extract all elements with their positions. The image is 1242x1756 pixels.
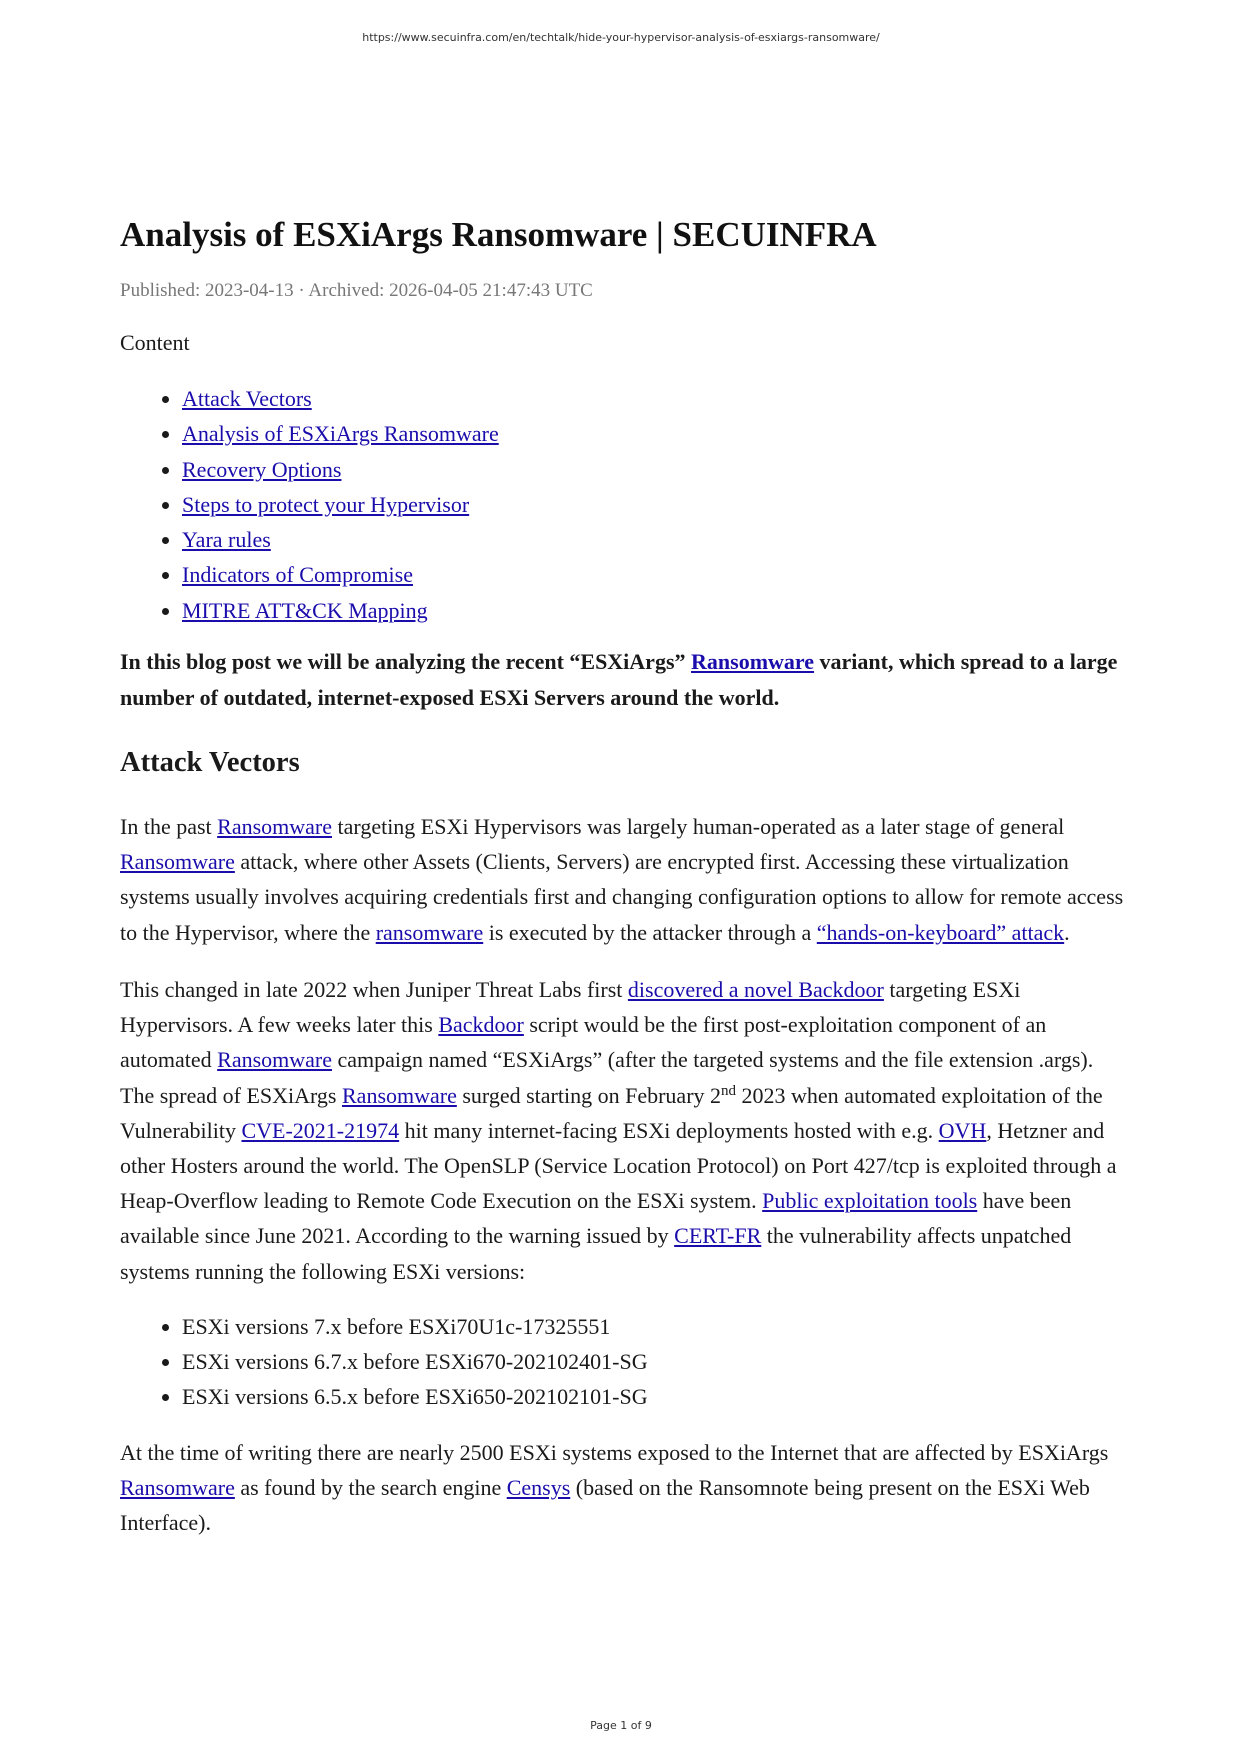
ransomware-link[interactable]: Ransomware (120, 1474, 235, 1500)
paragraph-text: script would be the first post-exploitation component of an automated (120, 1012, 1047, 1073)
toc-link-attack-vectors[interactable]: Attack Vectors (182, 386, 312, 411)
page-url-header: https://www.secuinfra.com/en/techtalk/hide-your-hypervisor-analysis-of-esxiargs-ransomware/ (362, 31, 880, 44)
novel-backdoor-link[interactable]: discovered a novel Backdoor (627, 976, 884, 1002)
toc-link-mitre-mapping[interactable]: MITRE ATT&CK Mapping (182, 597, 428, 623)
paragraph (120, 809, 1130, 950)
ransomware-link[interactable]: Ransomware (691, 649, 815, 675)
ovh-link[interactable]: OVH (938, 1117, 987, 1143)
paragraph-text: as found by the search engine (234, 1474, 507, 1500)
ransomware-link[interactable]: Ransomware (217, 1047, 332, 1073)
toc-link-protect-hypervisor[interactable]: Steps to protect your Hypervisor (182, 491, 470, 517)
paragraph-text: have been available since June 2021. According to the warning issued by (120, 1188, 1072, 1249)
paragraph-text: In the past (120, 814, 218, 840)
list-item: • ESXi versions 6.7.x before ESXi670-202102401-SG (182, 1344, 1130, 1379)
ransomware-link[interactable]: Ransomware (120, 849, 235, 875)
publish-meta: Published: 2023-04-13 · Archived: 2026-04-05 21:47:43 UTC (120, 280, 593, 301)
paragraph-text: surged starting on February 2 (456, 1082, 722, 1108)
toc-item (182, 381, 1130, 416)
toc-item (182, 416, 1130, 451)
lead-text: In this blog post we will be analyzing the recent “ESXiArgs” (120, 649, 692, 675)
toc-link-analysis[interactable]: Analysis of ESXiArgs Ransomware (182, 421, 499, 447)
toc-link-recovery-options[interactable]: Recovery Options (182, 456, 342, 482)
paragraph-text: targeting ESXi Hypervisors. A few weeks later this (120, 976, 1021, 1038)
page-title: Analysis of ESXiArgs Ransomware | SECUINFRA (120, 215, 877, 254)
paragraph-text: . (1064, 919, 1070, 945)
list-item: • ESXi versions 7.x before ESXi70U1c-17325551 (182, 1309, 1130, 1344)
paragraph (120, 972, 1130, 1289)
table-of-contents (120, 381, 1130, 628)
censys-link[interactable]: Censys (506, 1474, 571, 1500)
paragraph-text: campaign named “ESXiArgs” (after the targeted systems and the file extension .args). The spread of ESXiArgs (120, 1047, 1094, 1108)
lead-paragraph (120, 644, 1130, 715)
paragraph-text: attack, where other Assets (Clients, Servers) are encrypted first. Accessing these virtualization systems usually involves acquiring credentials first and changing configuration options to allow for remote access to the Hypervisor, where the (120, 849, 1124, 945)
toc-heading: Content (120, 330, 190, 355)
paragraph-text: (based on the Ransomnote being present on the ESXi Web Interface). (120, 1474, 1090, 1536)
backdoor-link[interactable]: Backdoor (438, 1012, 524, 1038)
paragraph-text: At the time of writing there are nearly 2500 ESXi systems exposed to the Internet that are affected by ESXiArgs (120, 1439, 1109, 1465)
cert-fr-link[interactable]: CERT-FR (674, 1223, 762, 1249)
paragraph-text: This changed in late 2022 when Juniper Threat Labs first (120, 976, 628, 1002)
exploitation-tools-link[interactable]: Public exploitation tools (762, 1188, 978, 1214)
cve-link[interactable]: CVE-2021-21974 (241, 1117, 400, 1143)
toc-item (182, 522, 1130, 557)
toc-item (182, 593, 1130, 628)
toc-item (182, 487, 1130, 522)
ordinal-suffix: nd (721, 1082, 737, 1099)
affected-versions-list (120, 1309, 1130, 1415)
section-heading-attack-vectors: Attack Vectors (120, 747, 300, 779)
page-number: Page 1 of 9 (590, 1719, 652, 1732)
paragraph-text: 2023 when automated exploitation of the Vulnerability (120, 1082, 1103, 1143)
toc-link-yara-rules[interactable]: Yara rules (182, 527, 271, 553)
paragraph-text: targeting ESXi Hypervisors was largely human-operated as a later stage of general (332, 814, 1065, 840)
paragraph-text: the vulnerability affects unpatched systems running the following ESXi versions: (120, 1223, 1072, 1284)
hands-on-keyboard-link[interactable]: “hands-on-keyboard” attack (816, 919, 1065, 945)
toc-item (182, 452, 1130, 487)
ransomware-link[interactable]: Ransomware (342, 1082, 457, 1108)
lead-text: variant, which spread to a large number of outdated, internet-exposed ESXi Servers around the world. (120, 649, 1118, 710)
toc-link-iocs[interactable]: Indicators of Compromise (182, 562, 413, 588)
paragraph-text: is executed by the attacker through a (483, 919, 817, 945)
ransomware-link[interactable]: ransomware (375, 919, 484, 945)
list-item: • ESXi versions 6.5.x before ESXi650-202102101-SG (182, 1379, 1130, 1414)
paragraph-text: , Hetzner and other Hosters around the world. The OpenSLP (Service Location Protocol) on Port 427/tcp is exploited through a Heap-Overflow leading to Remote Code Execution on the ESXi system. (120, 1117, 1117, 1214)
toc-item (182, 557, 1130, 592)
ransomware-link[interactable]: Ransomware (217, 814, 333, 840)
paragraph (120, 1435, 1130, 1541)
paragraph-text: hit many internet-facing ESXi deployments hosted with e.g. (399, 1117, 939, 1143)
article (120, 210, 1130, 1540)
